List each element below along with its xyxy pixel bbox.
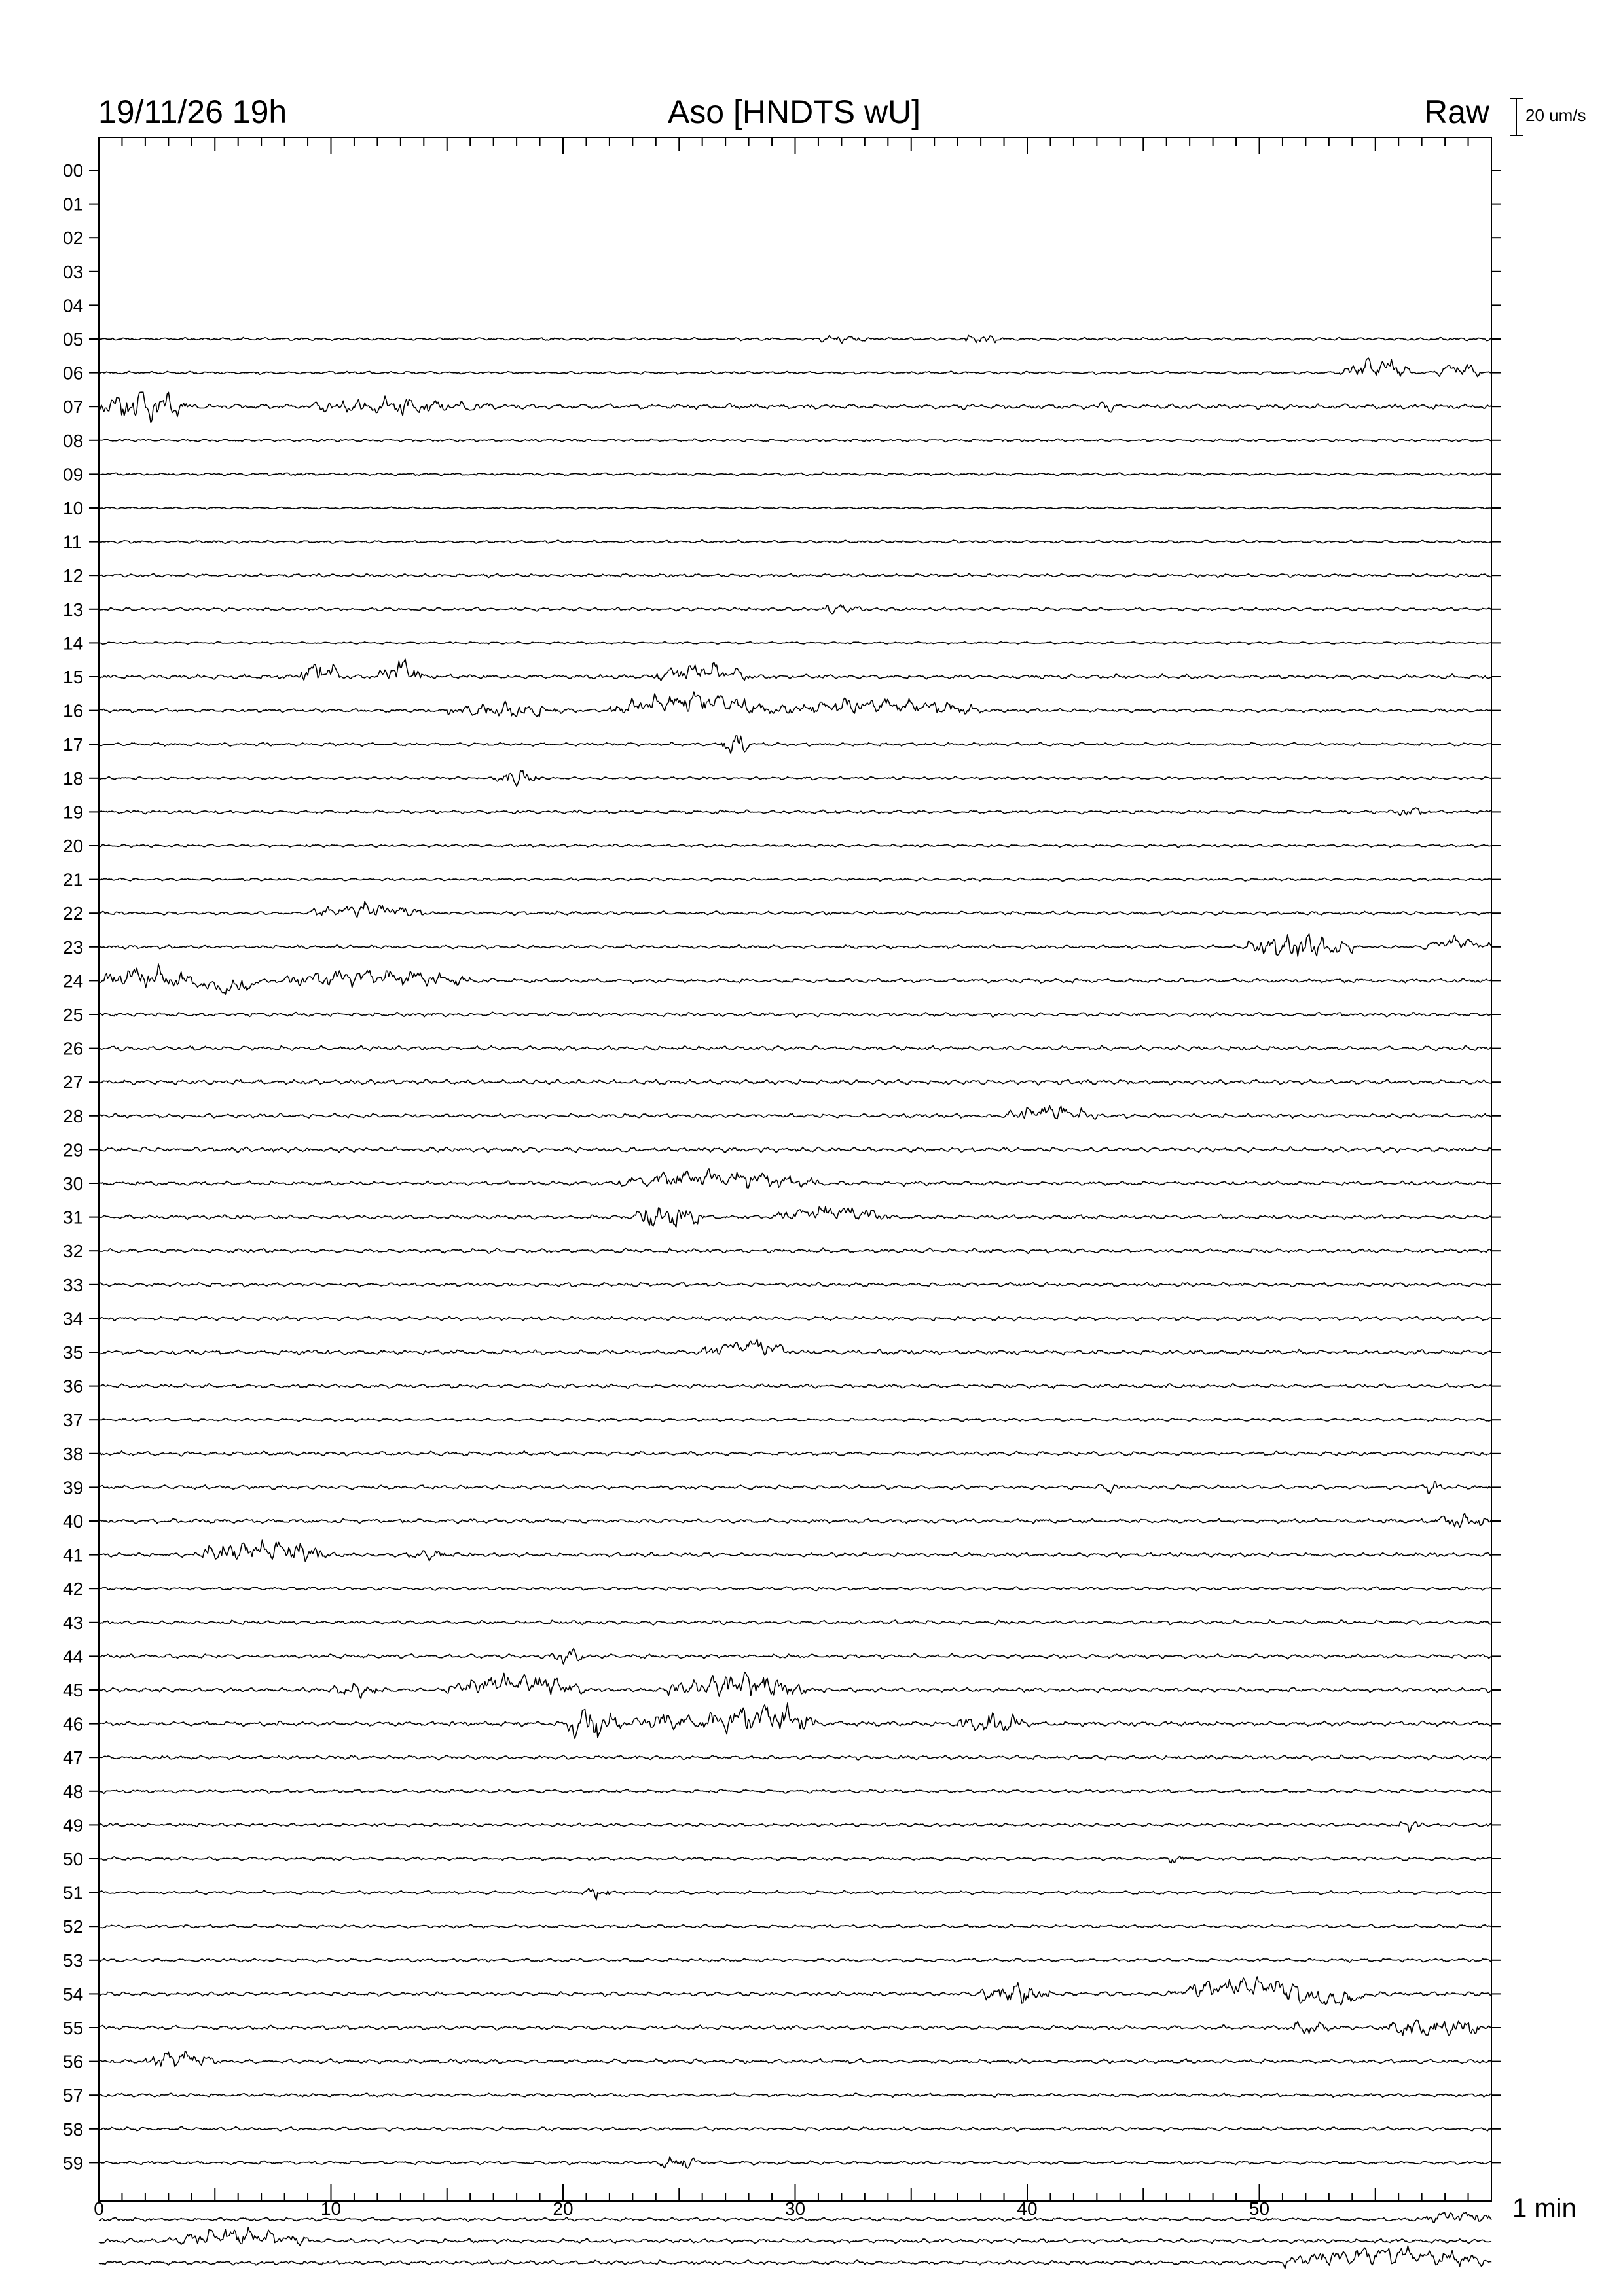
row-label: 56 (63, 2051, 84, 2072)
trace-52 (99, 1924, 1491, 1929)
trace-30 (99, 1169, 1491, 1188)
trace-17 (99, 736, 1491, 753)
trace-31 (99, 1206, 1491, 1227)
row-label: 22 (63, 903, 84, 924)
row-label: 46 (63, 1713, 84, 1734)
trace-57 (99, 2093, 1491, 2098)
row-label: 05 (63, 329, 84, 350)
trace-49 (99, 1822, 1491, 1832)
row-label: 54 (63, 1984, 84, 2005)
trace-36 (99, 1383, 1491, 1388)
row-label: 49 (63, 1815, 84, 1836)
row-label: 18 (63, 768, 84, 789)
row-label: 37 (63, 1410, 84, 1431)
trace-55 (99, 2020, 1491, 2036)
row-label: 48 (63, 1781, 84, 1802)
scale-bar (1510, 98, 1523, 135)
row-label: 16 (63, 700, 84, 721)
trace-12 (99, 573, 1491, 577)
row-label: 23 (63, 937, 84, 958)
row-label: 59 (63, 2153, 84, 2174)
row-label: 33 (63, 1274, 84, 1295)
row-label: 19 (63, 802, 84, 823)
row-label: 35 (63, 1342, 84, 1363)
trace-16 (99, 692, 1491, 717)
row-label: 15 (63, 667, 84, 687)
row-label: 07 (63, 397, 84, 418)
trace-47 (99, 1755, 1491, 1761)
trace-19 (99, 808, 1491, 816)
row-label: 24 (63, 971, 84, 992)
row-label: 06 (63, 363, 84, 384)
row-label: 40 (63, 1511, 84, 1532)
trace-21 (99, 878, 1491, 881)
row-label: 38 (63, 1443, 84, 1464)
row-label: 58 (63, 2119, 84, 2140)
row-label: 36 (63, 1376, 84, 1397)
row-label: 41 (63, 1545, 84, 1566)
x-tick-label: 30 (784, 2198, 806, 2219)
trace-59 (99, 2157, 1491, 2168)
row-label: 03 (63, 261, 84, 282)
row-label: 04 (63, 295, 84, 316)
trace-28 (99, 1105, 1491, 1119)
trace-51 (99, 1888, 1491, 1900)
trace-38 (99, 1451, 1491, 1457)
row-label: 29 (63, 1139, 84, 1160)
trace-14 (99, 641, 1491, 644)
trace-24 (99, 964, 1491, 994)
row-label: 30 (63, 1174, 84, 1194)
trace-45 (99, 1672, 1491, 1699)
trace-10 (99, 507, 1491, 509)
trace-34 (99, 1316, 1491, 1321)
row-label: 50 (63, 1849, 84, 1869)
row-label: 28 (63, 1105, 84, 1126)
trace-23 (99, 934, 1491, 956)
trace-56 (99, 2051, 1491, 2066)
row-label: 55 (63, 2018, 84, 2038)
row-label: 26 (63, 1038, 84, 1059)
trace-07 (99, 392, 1491, 423)
date-label: 19/11/26 19h (98, 94, 287, 130)
row-label: 51 (63, 1882, 84, 1903)
row-label: 20 (63, 836, 84, 856)
trace-13 (99, 605, 1491, 614)
row-label: 42 (63, 1579, 84, 1600)
trace-46 (99, 1703, 1491, 1738)
trace-35 (99, 1339, 1491, 1355)
x-tick-label: 10 (320, 2198, 342, 2219)
row-label: 53 (63, 1950, 84, 1971)
seismic-traces (99, 335, 1491, 2268)
row-label: 43 (63, 1612, 84, 1633)
row-label: 39 (63, 1477, 84, 1498)
trace-11 (99, 540, 1491, 543)
row-label: 02 (63, 228, 84, 249)
trace-44 (99, 1649, 1491, 1664)
row-label: 00 (63, 160, 84, 181)
row-label: 10 (63, 498, 84, 518)
x-tick-label: 0 (94, 2198, 104, 2219)
row-label: 21 (63, 869, 84, 890)
trace-29 (99, 1147, 1491, 1153)
trace-42 (99, 1587, 1491, 1590)
row-label: 11 (63, 531, 82, 552)
trace-54 (99, 1977, 1491, 2005)
trace-x3 (99, 2246, 1491, 2269)
row-label: 32 (63, 1241, 84, 1262)
trace-06 (99, 358, 1491, 376)
trace-25 (99, 1012, 1491, 1017)
top-minute-ticks (99, 137, 1491, 154)
row-label: 44 (63, 1646, 84, 1667)
row-label: 17 (63, 734, 84, 755)
trace-50 (99, 1856, 1491, 1863)
trace-37 (99, 1418, 1491, 1422)
trace-53 (99, 1958, 1491, 1962)
row-label: 13 (63, 599, 84, 620)
row-label: 52 (63, 1916, 84, 1937)
trace-08 (99, 439, 1491, 442)
trace-05 (99, 335, 1491, 343)
trace-26 (99, 1045, 1491, 1051)
x-tick-label: 20 (553, 2198, 574, 2219)
trace-41 (99, 1540, 1491, 1561)
trace-58 (99, 2127, 1491, 2132)
row-labels (63, 160, 1501, 2173)
scale-label: 20 um/s (1525, 105, 1586, 125)
row-label: 57 (63, 2085, 84, 2106)
chart-title: Aso [HNDTS wU] (667, 94, 921, 130)
row-label: 31 (63, 1207, 84, 1228)
trace-22 (99, 901, 1491, 917)
trace-43 (99, 1620, 1491, 1625)
trace-09 (99, 473, 1491, 476)
trace-32 (99, 1248, 1491, 1253)
x-tick-label: 40 (1017, 2198, 1038, 2219)
trace-48 (99, 1789, 1491, 1794)
row-label: 47 (63, 1748, 84, 1768)
trace-27 (99, 1079, 1491, 1085)
trace-15 (99, 659, 1491, 681)
x-tick-label: 50 (1249, 2198, 1270, 2219)
row-label: 27 (63, 1072, 84, 1093)
x-axis-label: 1 min (1512, 2194, 1577, 2223)
trace-18 (99, 770, 1491, 787)
trace-x2 (99, 2227, 1491, 2246)
row-label: 25 (63, 1005, 84, 1025)
row-label: 09 (63, 464, 84, 485)
row-label: 01 (63, 194, 84, 215)
trace-39 (99, 1482, 1491, 1494)
trace-20 (99, 844, 1491, 848)
trace-33 (99, 1282, 1491, 1287)
mode-label: Raw (1423, 94, 1489, 130)
row-label: 45 (63, 1680, 84, 1700)
row-label: 14 (63, 633, 84, 654)
trace-40 (99, 1513, 1491, 1527)
row-label: 12 (63, 565, 84, 586)
row-label: 08 (63, 430, 84, 451)
row-label: 34 (63, 1308, 84, 1329)
